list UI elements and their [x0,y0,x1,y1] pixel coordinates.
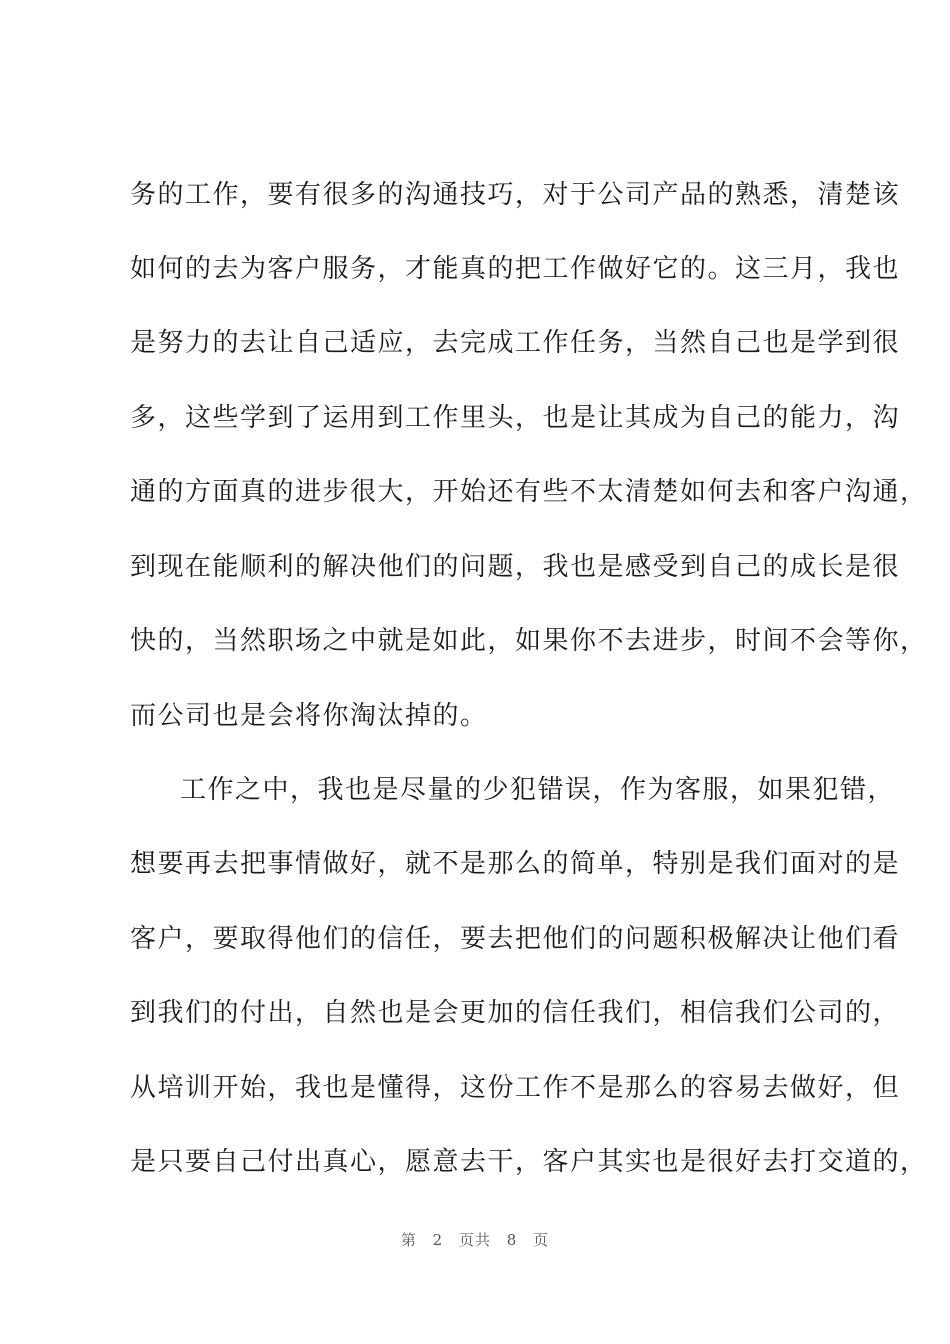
footer-page-number: 2 [432,1231,444,1249]
paragraph-first-line: 工作之中，我也是尽量的少犯错误，作为客服，如果犯错， [180,775,896,805]
text-line: 到我们的付出，自然也是会更加的信任我们，相信我们公司的， [130,998,901,1028]
text-line: 是努力的去让自己适应，去完成工作任务，当然自己也是学到很 [130,328,901,358]
footer-prefix: 第 [400,1231,417,1249]
text-line: 是只要自己付出真心，愿意去干，客户其实也是很好去打交道的， [130,1147,928,1177]
text-line: 快的，当然职场之中就是如此，如果你不去进步，时间不会等你， [130,626,928,656]
page-footer [0,1229,950,1250]
text-line: 务的工作，要有很多的沟通技巧，对于公司产品的熟悉，清楚该 [130,180,901,210]
text-line: 通的方面真的进步很大，开始还有些不太清楚如何去和客户沟通， [130,477,928,507]
footer-suffix: 页 [533,1231,550,1249]
text-line: 如何的去为客户服务，才能真的把工作做好它的。这三月，我也 [130,254,901,284]
text-line: 多，这些学到了运用到工作里头，也是让其成为自己的能力，沟 [130,403,901,433]
text-line: 客户，要取得他们的信任，要去把他们的问题积极解决让他们看 [130,924,901,954]
text-line: 从培训开始，我也是懂得，这份工作不是那么的容易去做好，但 [130,1073,901,1103]
footer-total-pages: 8 [506,1231,518,1249]
text-line: 想要再去把事情做好，就不是那么的简单，特别是我们面对的是 [130,849,901,879]
text-line: 而公司也是会将你淘汰掉的。 [130,701,488,731]
text-line: 到现在能顺利的解决他们的问题，我也是感受到自己的成长是很 [130,552,901,582]
footer-middle: 页共 [458,1231,491,1249]
